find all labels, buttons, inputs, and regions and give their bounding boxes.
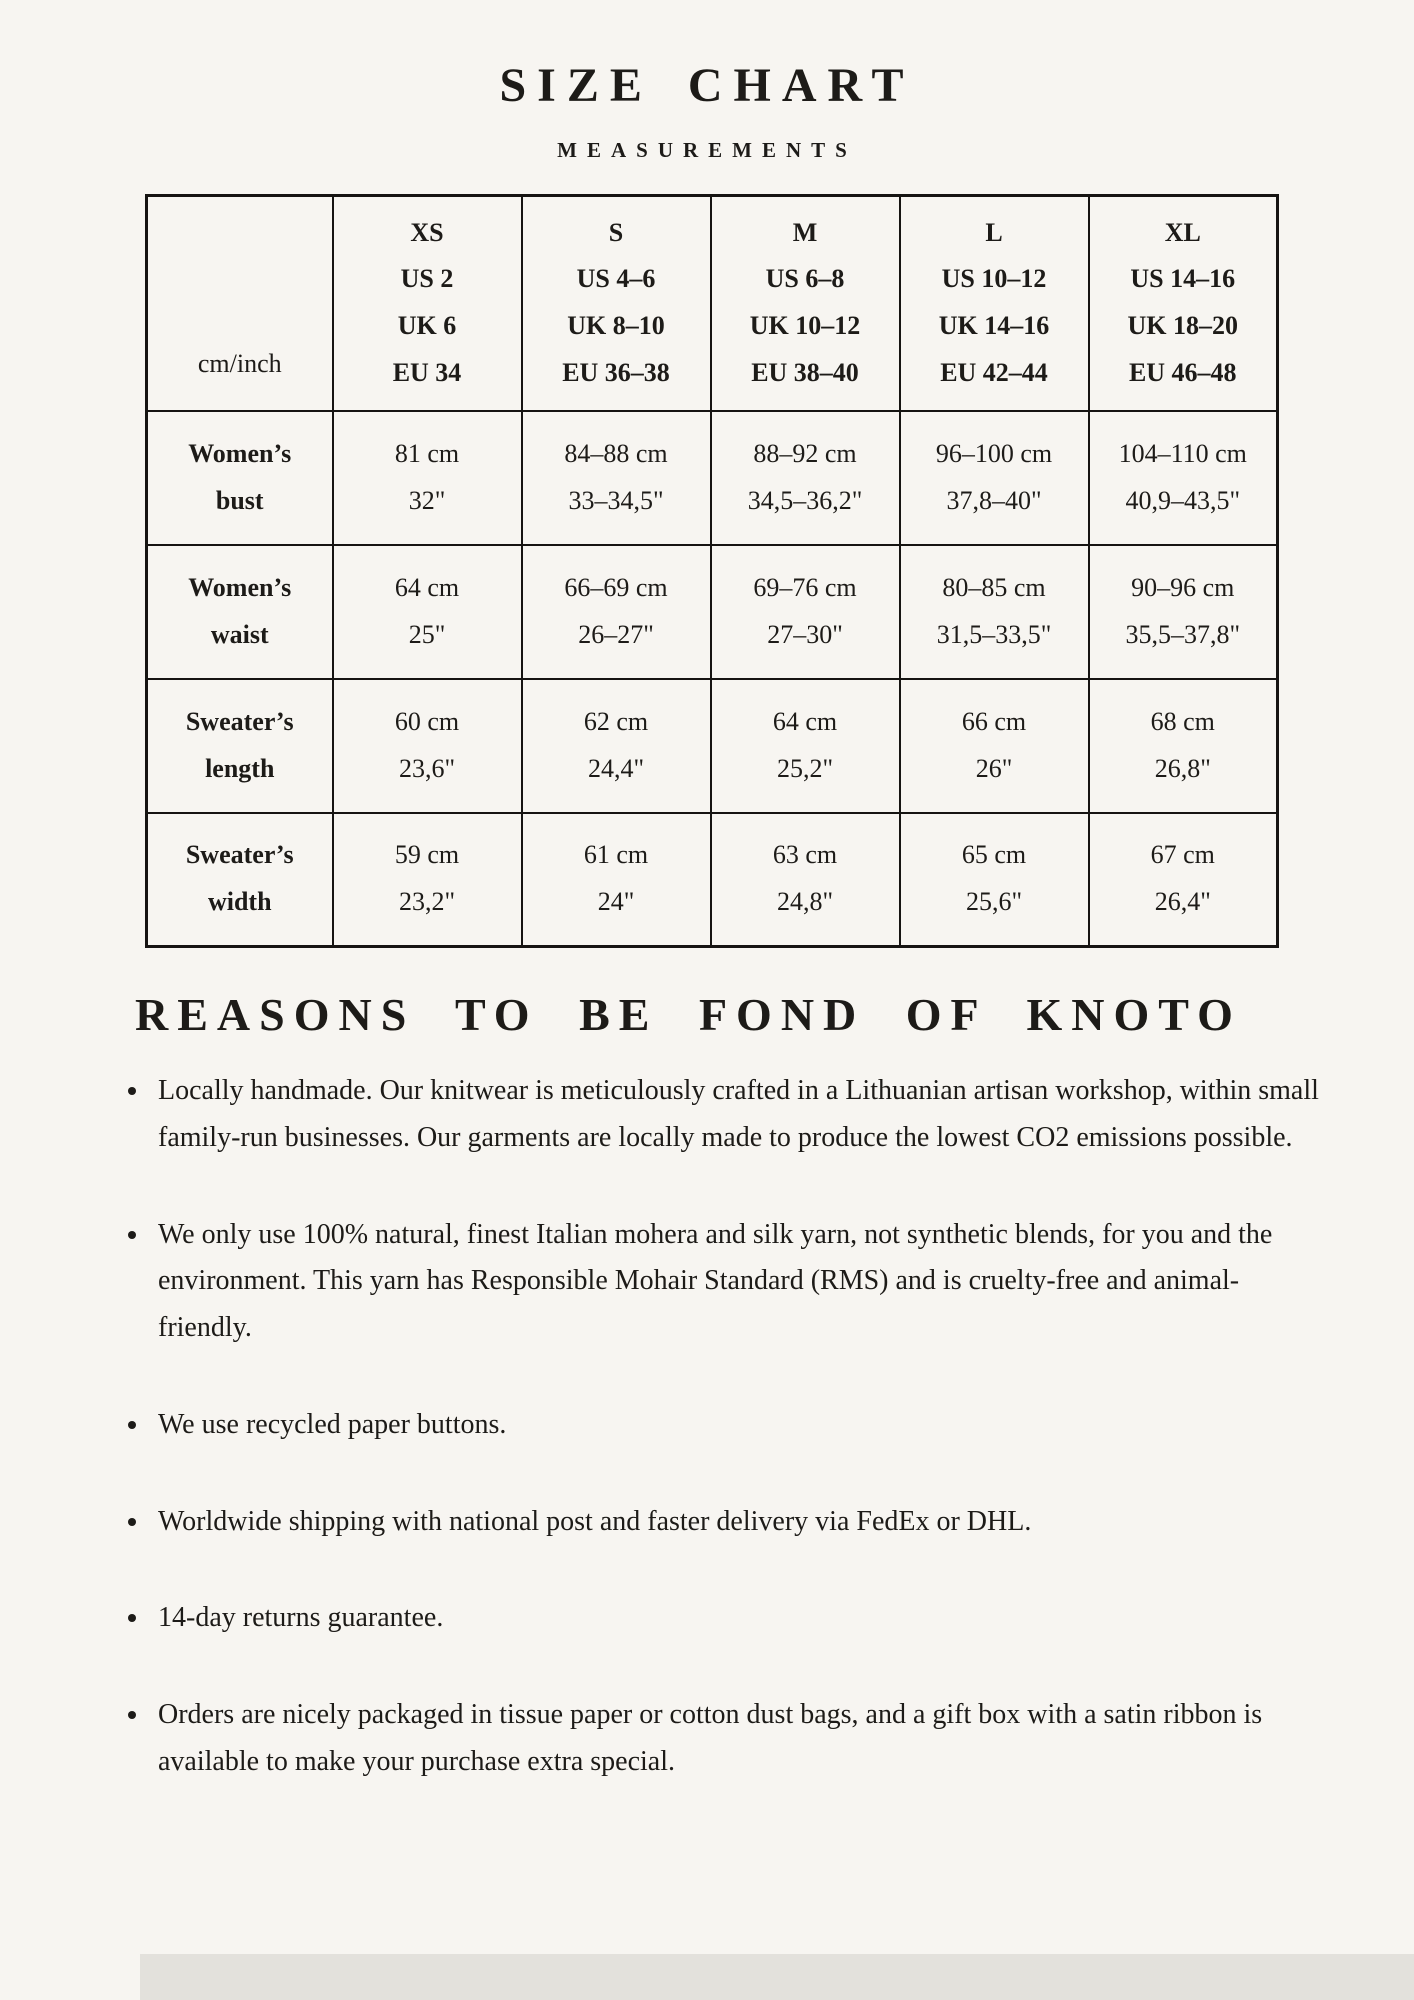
size-chart-table: [145, 194, 1279, 948]
measurement-row: [147, 545, 1278, 679]
eu-size: EU 34: [392, 358, 462, 388]
measurement-label-line: Sweater’s: [185, 840, 294, 870]
value-inch: 24,4": [587, 753, 645, 783]
measurement-value-cell: [333, 813, 522, 947]
size-name: M: [792, 217, 818, 247]
size-name: XS: [410, 217, 444, 247]
value-cm: 66–69 cm: [564, 572, 668, 602]
value-inch: 32": [408, 485, 446, 515]
measurement-value-cell: [711, 679, 900, 813]
reason-item: 14-day returns guarantee.: [125, 1595, 1325, 1642]
measurement-label-line: bust: [215, 485, 264, 515]
value-inch: 25": [408, 619, 446, 649]
value-cm: 63 cm: [772, 840, 838, 870]
value-cm: 67 cm: [1150, 840, 1215, 870]
size-name: XL: [1164, 217, 1201, 247]
measurement-label-line: Women’s: [188, 572, 292, 602]
us-size: US 10–12: [941, 264, 1047, 294]
reason-item: Worldwide shipping with national post and faster delivery via FedEx or DHL.: [125, 1499, 1325, 1546]
measurement-label-line: waist: [210, 619, 269, 649]
page-title: SIZE CHART: [499, 59, 915, 112]
measurement-value-cell: [711, 411, 900, 545]
measurement-value-cell: [333, 679, 522, 813]
size-name: S: [608, 217, 624, 247]
eu-size: EU 46–48: [1128, 358, 1237, 388]
uk-size: UK 14–16: [938, 311, 1050, 341]
us-size: US 6–8: [765, 264, 845, 294]
value-cm: 64 cm: [394, 572, 460, 602]
uk-size: UK 6: [397, 311, 457, 341]
measurement-value-cell: [522, 813, 711, 947]
measurement-row: [147, 813, 1278, 947]
measurement-value-cell: [1089, 813, 1278, 947]
value-inch: 26,8": [1154, 753, 1211, 783]
value-cm: 61 cm: [583, 840, 649, 870]
measurement-label: [147, 679, 333, 813]
measurement-value-cell: [1089, 411, 1278, 545]
value-cm: 69–76 cm: [753, 572, 857, 602]
value-inch: 37,8–40": [946, 485, 1042, 515]
value-inch: 26–27": [578, 619, 654, 649]
value-inch: 25,2": [776, 753, 834, 783]
measurement-value-cell: [1089, 679, 1278, 813]
measurement-value-cell: [522, 411, 711, 545]
reasons-list: [125, 1068, 1325, 1836]
measurement-value-cell: [711, 545, 900, 679]
value-inch: 40,9–43,5": [1125, 485, 1241, 515]
value-cm: 81 cm: [394, 438, 460, 468]
measurement-value-cell: [900, 679, 1089, 813]
measurement-value-cell: [900, 411, 1089, 545]
value-inch: 31,5–33,5": [936, 619, 1052, 649]
measurement-label: [147, 545, 333, 679]
value-cm: 62 cm: [583, 706, 649, 736]
measurement-value-cell: [1089, 545, 1278, 679]
eu-size: EU 36–38: [562, 358, 670, 388]
size-table-header-row: [147, 196, 1278, 411]
size-column-header: [900, 196, 1089, 411]
size-chart-table-container: [145, 194, 1279, 948]
eu-size: EU 38–40: [751, 358, 859, 388]
value-cm: 96–100 cm: [935, 438, 1053, 468]
eu-size: EU 42–44: [940, 358, 1048, 388]
value-inch: 33–34,5": [568, 485, 664, 515]
measurement-value-cell: [522, 679, 711, 813]
measurement-value-cell: [900, 545, 1089, 679]
value-inch: 35,5–37,8": [1125, 619, 1241, 649]
size-column-header: [333, 196, 522, 411]
unit-label-cell: cm/inch: [147, 196, 333, 411]
measurement-label-line: Sweater’s: [185, 706, 294, 736]
uk-size: UK 8–10: [567, 311, 665, 341]
value-cm: 104–110 cm: [1118, 438, 1247, 468]
value-inch: 27–30": [767, 619, 843, 649]
measurement-label-line: Women’s: [188, 438, 292, 468]
value-inch: 26": [975, 753, 1013, 783]
value-inch: 26,4": [1154, 887, 1211, 917]
size-column-header: [1089, 196, 1278, 411]
value-inch: 23,2": [398, 887, 456, 917]
measurement-label-line: width: [207, 887, 272, 917]
value-cm: 90–96 cm: [1131, 572, 1235, 602]
measurement-row: [147, 411, 1278, 545]
value-cm: 84–88 cm: [564, 438, 668, 468]
reason-item: Locally handmade. Our knitwear is meticulously crafted in a Lithuanian artisan workshop, within small family-run businesses. Our garments are locally made to produce the lowest CO2 emissions possible.: [125, 1068, 1325, 1162]
value-cm: 80–85 cm: [942, 572, 1046, 602]
value-cm: 65 cm: [961, 840, 1027, 870]
measurement-row: [147, 679, 1278, 813]
us-size: US 4–6: [576, 264, 656, 294]
measurement-label: [147, 411, 333, 545]
value-inch: 24,8": [776, 887, 834, 917]
uk-size: UK 18–20: [1127, 311, 1238, 341]
value-cm: 68 cm: [1150, 706, 1215, 736]
reason-item: We only use 100% natural, finest Italian mohera and silk yarn, not synthetic blends, for you and the environment. This yarn has Responsible Mohair Standard (RMS) and is cruelty-free and animal-friendly.: [125, 1212, 1325, 1352]
value-cm: 60 cm: [394, 706, 460, 736]
value-cm: 66 cm: [961, 706, 1027, 736]
value-inch: 34,5–36,2": [747, 485, 863, 515]
reason-item: We use recycled paper buttons.: [125, 1402, 1325, 1449]
measurement-label-line: length: [205, 753, 275, 783]
size-column-header: [711, 196, 900, 411]
size-column-header: [522, 196, 711, 411]
footer-band: [140, 1954, 1414, 2000]
value-inch: 25,6": [965, 887, 1023, 917]
page-subtitle: MEASUREMENTS: [557, 138, 857, 162]
size-name: L: [985, 217, 1003, 247]
value-inch: 24": [597, 887, 635, 917]
us-size: US 14–16: [1130, 264, 1236, 294]
value-inch: 23,6": [398, 753, 456, 783]
us-size: US 2: [400, 264, 454, 294]
value-cm: 64 cm: [772, 706, 838, 736]
reasons-heading: REASONS TO BE FOND OF KNOTO: [135, 989, 1242, 1040]
measurement-value-cell: [333, 411, 522, 545]
measurement-value-cell: [711, 813, 900, 947]
reason-item: Orders are nicely packaged in tissue paper or cotton dust bags, and a gift box with a satin ribbon is available to make your purchase extra special.: [125, 1692, 1325, 1786]
measurement-value-cell: [522, 545, 711, 679]
value-cm: 59 cm: [394, 840, 460, 870]
value-cm: 88–92 cm: [753, 438, 857, 468]
uk-size: UK 10–12: [749, 311, 861, 341]
measurement-value-cell: [900, 813, 1089, 947]
measurement-label: [147, 813, 333, 947]
size-table-body: [147, 411, 1278, 947]
measurement-value-cell: [333, 545, 522, 679]
